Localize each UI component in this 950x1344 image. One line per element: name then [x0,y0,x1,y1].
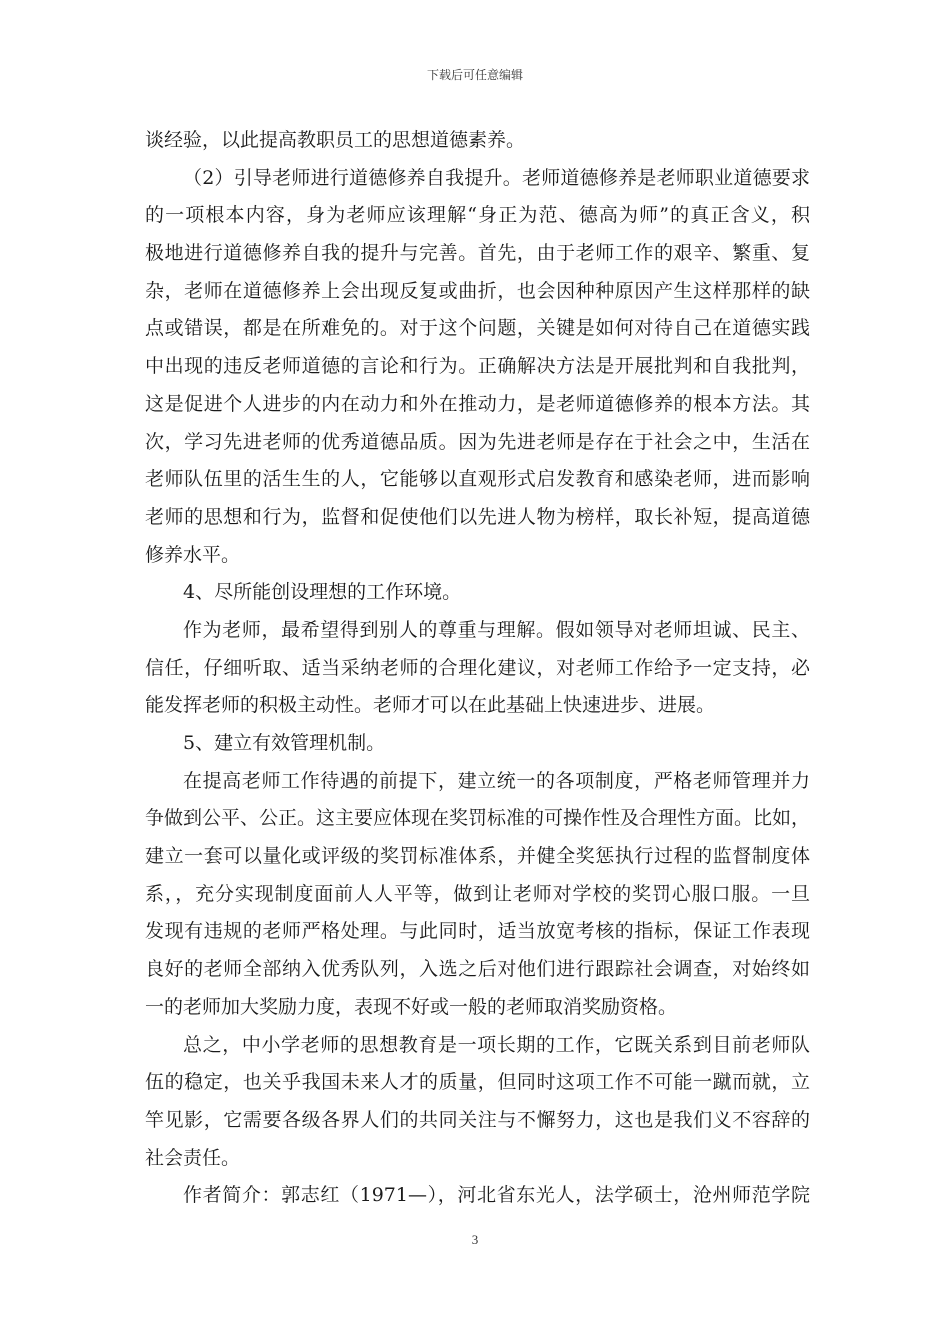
text-line: 总之，中小学老师的思想教育是一项长期的工作，它既关系到目前老师队 [183,1033,810,1056]
text-line: 能发挥老师的积极主动性。老师才可以在此基础上快速进步、进展。 [145,694,716,717]
text-line: 争做到公平、公正。这主要应体现在奖罚标准的可操作性及合理性方面。比如， [145,807,811,830]
text-line: 修养水平。 [145,543,241,566]
text-line: 建立一套可以量化或评级的奖罚标准体系，并健全奖惩执行过程的监督制度体 [145,845,810,868]
text-line: 极地进行道德修养自我的提升与完善。首先，由于老师工作的艰辛、繁重、复 [145,242,810,265]
text-line: 良好的老师全部纳入优秀队列，入选之后对他们进行跟踪社会调查，对始终如 [145,958,810,981]
text-line: 发现有违规的老师严格处理。与此同时，适当放宽考核的指标，保证工作表现 [145,920,810,943]
text-line: 作者简介：郭志红（1971—），河北省东光人，法学硕士，沧州师范学院 [183,1184,810,1207]
text-line: （2）引导老师进行道德修养自我提升。老师道德修养是老师职业道德要求 [183,166,810,189]
text-line: 的一项根本内容，身为老师应该理解“身正为范、德高为师”的真正含义，积 [145,204,810,227]
text-line: 竿见影，它需要各级各界人们的共同关注与不懈努力，这也是我们义不容辞的 [145,1108,810,1131]
text-line: 点或错误，都是在所难免的。对于这个问题，关键是如何对待自己在道德实践 [145,317,810,340]
body-text [145,122,810,1215]
text-line: 老师的思想和行为，监督和促使他们以先进人物为榜样，取长补短，提高道德 [145,505,810,528]
text-line: 老师队伍里的活生生的人，它能够以直观形式启发教育和感染老师，进而影响 [145,468,810,491]
page-number: 3 [471,1232,479,1247]
text-line: 作为老师，最希望得到别人的尊重与理解。假如领导对老师坦诚、民主、 [183,618,810,641]
text-line: 4、尽所能创设理想的工作环境。 [183,581,462,604]
text-line: 次，学习先进老师的优秀道德品质。因为先进老师是存在于社会之中，生活在 [145,430,810,453]
text-line: 5、建立有效管理机制。 [183,732,386,754]
text-line: 杂，老师在道德修养上会出现反复或曲折，也会因种种原因产生这样那样的缺 [145,279,810,302]
page-header: 下载后可任意编辑 [426,68,523,82]
text-line: 伍的稳定，也关乎我国未来人才的质量，但同时这项工作不可能一蹴而就，立 [145,1071,810,1094]
text-line: 系，，充分实现制度面前人人平等，做到让老师对学校的奖罚心服口服。一旦 [145,882,810,905]
text-line: 这是促进个人进步的内在动力和外在推动力，是老师道德修养的根本方法。其 [145,392,810,415]
text-line: 谈经验，以此提高教职员工的思想道德素养。 [145,129,526,151]
text-line: 信任，仔细听取、适当采纳老师的合理化建议，对老师工作给予一定支持，必 [145,656,810,679]
text-line: 社会责任。 [145,1146,241,1169]
text-line: 在提高老师工作待遇的前提下，建立统一的各项制度，严格老师管理并力 [183,769,810,792]
text-line: 一的老师加大奖励力度，表现不好或一般的老师取消奖励资格。 [145,995,678,1018]
text-line: 中出现的违反老师道德的言论和行为。正确解决方法是开展批判和自我批判， [145,355,810,378]
